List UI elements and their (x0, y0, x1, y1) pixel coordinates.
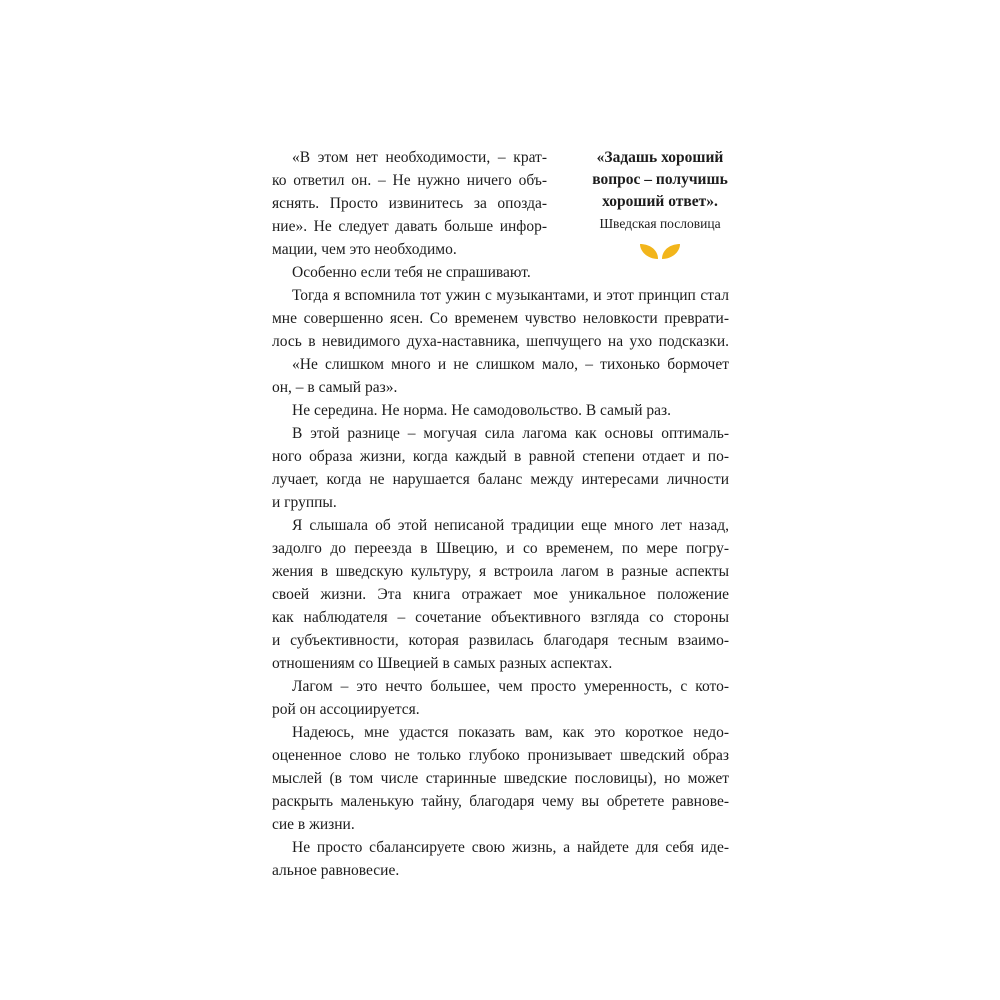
left-leaf (640, 244, 658, 259)
leaf-ornament-icon (636, 239, 684, 263)
text-line: яснять. Просто извинитесь за опозда- (272, 195, 547, 212)
text-line: Лагом – это нечто большее, чем просто умеренность, с кото- (292, 678, 729, 695)
text-line: и группы. (272, 494, 337, 511)
text-line: и субъективности, которая развилась благодаря тесным взаимо- (272, 632, 729, 649)
text-line: ние». Не следует давать больше инфор- (272, 218, 547, 235)
text-line: «Не слишком много и не слишком мало, – тихонько бормочет (292, 356, 729, 373)
text-line: альное равновесие. (272, 862, 400, 879)
text-line: мне совершенно ясен. Со временем чувство неловкости преврати- (272, 310, 729, 327)
text-line: своей жизни. Эта книга отражает мое уникальное положение (272, 586, 729, 603)
text-line: он, – в самый раз». (272, 379, 398, 396)
text-line: Тогда я вспомнила тот ужин с музыкантами, и этот принцип стал (292, 287, 729, 304)
text-line: рой он ассоциируется. (272, 701, 420, 718)
text-line: «В этом нет необходимости, – крат- (292, 149, 547, 166)
quote-line: «Задашь хороший (596, 149, 724, 166)
text-line: Я слышала об этой неписаной традиции еще много лет назад, (292, 517, 729, 534)
quote-attribution: Шведская пословица (599, 216, 721, 231)
text-line: сие в жизни. (272, 816, 355, 833)
text-line: мации, чем это необходимо. (272, 241, 457, 258)
right-leaf (662, 244, 680, 259)
text-line: задолго до переезда в Швецию, и со временем, по мере погру- (272, 540, 729, 557)
text-line: жения в шведскую культуру, я встроила лагом в разные аспекты (272, 563, 729, 580)
text-line: ного образа жизни, когда каждый в равной степени отдает и по- (272, 448, 729, 465)
quote-line: хороший ответ». (602, 193, 718, 210)
text-line: лучает, когда не нарушается баланс между интересами личности (272, 471, 729, 488)
text-line: В этой разнице – могучая сила лагома как основы оптималь- (292, 425, 729, 442)
text-line: лось в невидимого духа-наставника, шепчущего на ухо подсказки. (272, 333, 729, 350)
text-line: оцененное слово не только глубоко пронизывает шведский образ (272, 747, 729, 764)
text-line: мыслей (в том числе старинные шведские пословицы), но может (272, 770, 729, 787)
quote-line: вопрос – получишь (592, 171, 728, 188)
text-line: Особенно если тебя не спрашивают. (292, 264, 531, 281)
text-line: Не просто сбалансируете свою жизнь, а найдете для себя иде- (292, 839, 729, 856)
text-line: Надеюсь, мне удастся показать вам, как это короткое недо- (292, 724, 729, 741)
text-line: как наблюдателя – сочетание объективного взгляда со стороны (272, 609, 729, 626)
text-line: отношениям со Швецией в самых разных аспектах. (272, 655, 613, 672)
text-line: раскрыть маленькую тайну, благодаря чему вы обретете равнове- (272, 793, 729, 810)
text-line: Не середина. Не норма. Не самодовольство. В самый раз. (292, 402, 672, 419)
text-line: ко ответил он. – Не нужно ничего объ- (272, 172, 547, 189)
